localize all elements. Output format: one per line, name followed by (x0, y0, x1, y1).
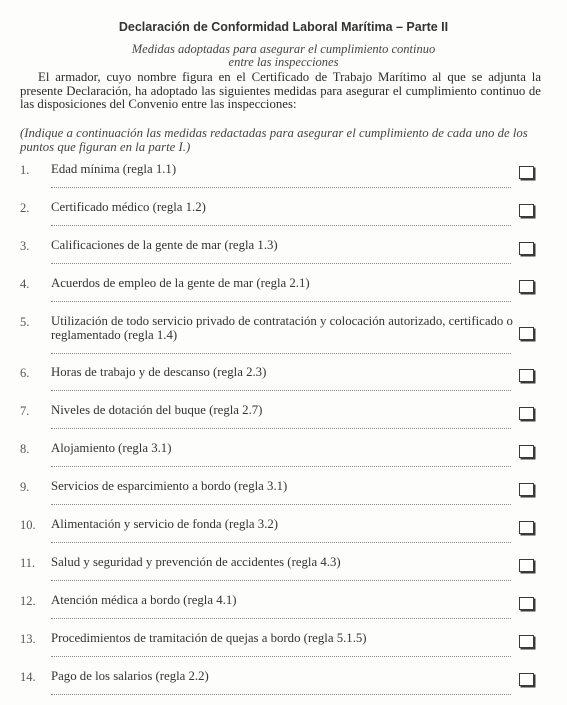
checklist-item (20, 556, 540, 594)
checklist-item (20, 163, 540, 201)
item-label: Alimentación y servicio de fonda (regla 3.2) (51, 517, 279, 531)
intro-text: El armador, cuyo nombre figura en el Certificado de Trabajo Marítimo al que se adjunta la presente Declaración, ha adoptado las siguientes medidas para asegurar el cumplimiento continuo de las disposiciones del Convenio entre las inspecciones: (20, 70, 541, 111)
item-number: 11. (20, 556, 36, 570)
checklist-item (20, 201, 540, 239)
item-number: 5. (20, 315, 30, 329)
checkbox[interactable] (519, 559, 534, 572)
checklist-item (20, 315, 540, 365)
checkbox[interactable] (519, 597, 534, 610)
answer-line[interactable] (51, 656, 511, 657)
checklist-item (20, 518, 540, 556)
checkbox[interactable] (519, 445, 534, 458)
item-label: Atención médica a bordo (regla 4.1) (51, 593, 237, 607)
item-number: 13. (20, 632, 36, 646)
item-number: 1. (20, 163, 30, 177)
item-number: 14. (20, 670, 36, 684)
checklist-item (20, 404, 540, 442)
checklist-item (20, 594, 540, 632)
answer-line[interactable] (51, 618, 511, 619)
answer-line[interactable] (51, 504, 511, 505)
item-label: Pago de los salarios (regla 2.2) (51, 669, 209, 683)
item-label: Servicios de esparcimiento a bordo (regla 3.1) (51, 479, 288, 493)
answer-line[interactable] (51, 694, 511, 695)
answer-line[interactable] (51, 301, 511, 302)
checklist-item (20, 366, 540, 404)
item-label: Edad mínima (regla 1.1) (51, 162, 177, 176)
checklist-item (20, 670, 540, 704)
answer-line[interactable] (51, 353, 511, 354)
answer-line[interactable] (51, 225, 511, 226)
item-label: Procedimientos de tramitación de quejas a bordo (regla 5.1.5) (51, 631, 367, 645)
answer-line[interactable] (51, 542, 511, 543)
item-number: 6. (20, 366, 30, 380)
answer-line[interactable] (51, 580, 511, 581)
checkbox[interactable] (519, 204, 534, 217)
checkbox[interactable] (519, 369, 534, 382)
subtitle (0, 43, 567, 69)
item-label: Acuerdos de empleo de la gente de mar (regla 2.1) (51, 276, 310, 290)
checkbox[interactable] (519, 280, 534, 293)
item-number: 12. (20, 594, 36, 608)
checkbox[interactable] (519, 635, 534, 648)
item-number: 10. (20, 518, 36, 532)
item-number: 4. (20, 277, 30, 291)
item-label: Salud y seguridad y prevención de accidentes (regla 4.3) (51, 555, 341, 569)
answer-line[interactable] (51, 466, 511, 467)
checkbox[interactable] (519, 483, 534, 496)
checklist-item (20, 277, 540, 315)
checkbox[interactable] (519, 166, 534, 179)
checkbox[interactable] (519, 242, 534, 255)
subtitle-line-1: Medidas adoptadas para asegurar el cumplimiento continuo (131, 42, 436, 56)
answer-line[interactable] (51, 187, 511, 188)
answer-line[interactable] (51, 390, 511, 391)
item-number: 3. (20, 239, 30, 253)
checklist-item (20, 632, 540, 670)
instruction-text: (Indique a continuación las medidas redactadas para asegurar el cumplimiento de cada uno de los puntos que figuran en la parte I.) (20, 126, 528, 154)
checkbox[interactable] (519, 407, 534, 420)
intro-paragraph (20, 71, 541, 112)
page-title: Declaración de Conformidad Laboral Marítima – Parte II (118, 20, 449, 34)
answer-line[interactable] (51, 263, 511, 264)
item-label: Niveles de dotación del buque (regla 2.7) (51, 403, 263, 417)
checklist-item (20, 442, 540, 480)
checkbox[interactable] (519, 327, 534, 340)
item-number: 7. (20, 404, 30, 418)
item-number: 8. (20, 442, 30, 456)
item-label: Calificaciones de la gente de mar (regla 1.3) (51, 238, 278, 252)
item-number: 9. (20, 480, 30, 494)
item-label: Horas de trabajo y de descanso (regla 2.3) (51, 365, 267, 379)
checkbox[interactable] (519, 673, 534, 686)
answer-line[interactable] (51, 428, 511, 429)
item-label: Alojamiento (regla 3.1) (51, 441, 172, 455)
checklist-item (20, 239, 540, 277)
checklist-item (20, 480, 540, 518)
item-label: Utilización de todo servicio privado de contratación y colocación autorizado, certificado o reglamentado (regla 1.4) (51, 314, 513, 342)
item-label: Certificado médico (regla 1.2) (51, 200, 206, 214)
subtitle-line-2: entre las inspecciones (228, 55, 339, 69)
checkbox[interactable] (519, 521, 534, 534)
item-number: 2. (20, 201, 30, 215)
